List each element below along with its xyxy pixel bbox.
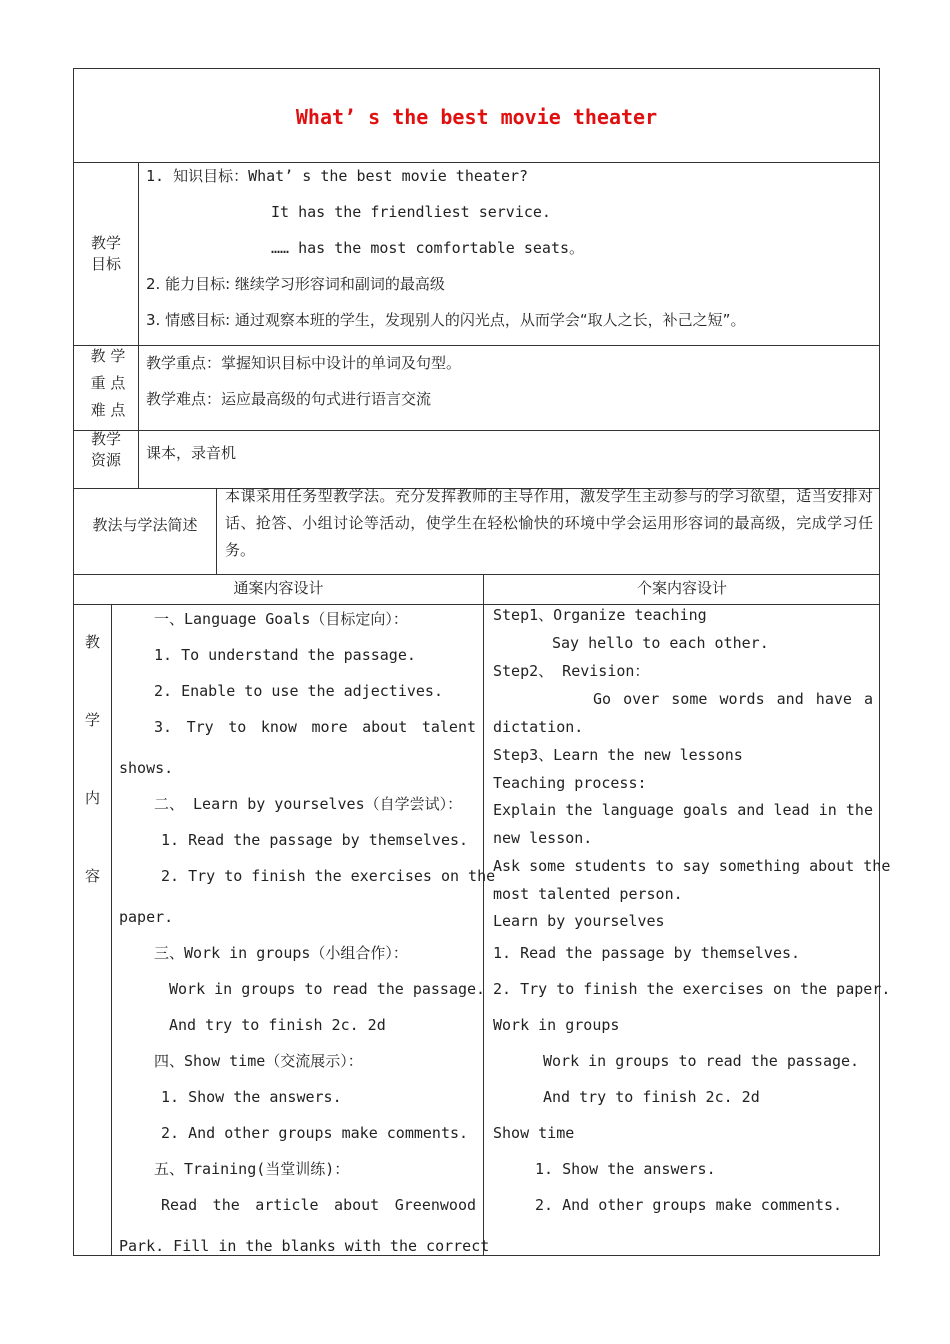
objective-knowledge: 1. 知识目标：What’ s the best movie theater? [146,167,529,185]
individual-step: Say hello to each other. [552,634,769,652]
common-step: paper. [119,908,174,926]
common-step: 2. Enable to use the adjectives. [154,682,443,700]
objective-example: …… has the most comfortable seats。 [271,239,585,257]
common-design-header: 通案内容设计 [233,579,324,597]
page-title: What’ s the best movie theater [295,105,658,129]
label-column-divider [138,162,139,488]
individual-step: dictation. [493,718,584,736]
individual-step: Step1、Organize teaching [493,606,707,624]
row-divider [74,604,879,605]
individual-step: new lesson. [493,829,593,847]
individual-step: Learn by yourselves [493,912,665,930]
common-step: 2. Try to finish the exercises on the [161,867,496,885]
common-step: Read the article about Greenwood [161,1196,476,1214]
individual-step: Explain the language goals and lead in the [493,801,873,819]
common-step: Work in groups to read the passage. [169,980,486,998]
objective-ability: 2. 能力目标: 继续学习形容词和副词的最高级 [146,275,445,293]
lesson-plan-table [73,68,891,1256]
individual-design-header: 个案内容设计 [636,579,727,597]
teaching-focus: 教学重点：掌握知识目标中设计的单词及句型。 [146,354,462,372]
common-step: 1. Read the passage by themselves. [161,831,469,849]
individual-step: 1. Read the passage by themselves. [493,944,801,962]
label-column-divider [216,488,217,574]
individual-step: Ask some students to say something about the [493,857,891,875]
label-line: 资源 [90,451,121,469]
common-step: Park. Fill in the blanks with the correct [119,1237,490,1255]
center-column-divider [483,574,484,1256]
content-label [74,603,111,915]
common-step: 1. Show the answers. [161,1088,342,1106]
row-divider [74,162,879,163]
common-step: 3. Try to know more about talent [154,718,476,736]
common-step: 三、Work in groups（小组合作）： [154,944,408,962]
label-line: 教学 [90,430,121,448]
individual-step: Show time [493,1124,575,1142]
individual-step: Work in groups [493,1016,620,1034]
objective-emotion: 3. 情感目标: 通过观察本班的学生，发现别人的闪光点，从而学会“取人之长，补己之短”。 [146,311,746,329]
individual-step: 2. And other groups make comments. [535,1196,843,1214]
individual-step: Go over some words and have a [593,690,873,708]
teaching-difficulty: 教学难点：运应最高级的句式进行语言交流 [146,390,432,408]
common-step: 四、Show time（交流展示）： [154,1052,363,1070]
row-divider [74,430,879,431]
methods-label: 教法与学法简述 [92,516,198,534]
individual-step: Work in groups to read the passage. [543,1052,860,1070]
individual-step: 1. Show the answers. [535,1160,716,1178]
individual-step: And try to finish 2c. 2d [543,1088,760,1106]
individual-step: Step3、Learn the new lessons [493,746,743,764]
individual-step: Step2、 Revision： [493,662,650,680]
label-line: 目标 [90,255,121,273]
individual-step: Teaching process: [493,774,647,792]
resources-label [74,429,138,471]
key-points-label [82,343,134,424]
objective-example: It has the friendliest service. [271,203,551,221]
content-label-divider [111,604,112,1256]
label-char: 内 [84,789,100,807]
label-line: 重 点 [90,374,126,392]
label-line: 教学 [90,234,121,252]
row-divider [74,345,879,346]
common-step: 2. And other groups make comments. [161,1124,469,1142]
label-line: 教 学 [90,347,126,365]
label-line: 难 点 [90,401,126,419]
methods-text: 本课采用任务型教学法。充分发挥教师的主导作用，激发学生主动参与的学习欲望，适当安排对话、抢答、小组讨论等活动，使学生在轻松愉快的环境中学会运用形容词的最高级，完成学习任务。 [225,487,873,559]
individual-step: 2. Try to finish the exercises on the paper. [493,980,891,998]
individual-step: most talented person. [493,885,683,903]
label-char: 学 [84,711,100,729]
label-char: 教 [84,633,100,651]
resources-value: 课本，录音机 [146,444,237,462]
common-step: shows. [119,759,174,777]
common-step: 二、 Learn by yourselves（自学尝试）： [154,795,463,813]
objectives-label [74,233,138,275]
common-step: And try to finish 2c. 2d [169,1016,386,1034]
common-step: 五、Training(当堂训练)： [154,1160,350,1178]
common-step: 一、Language Goals（目标定向）： [154,610,408,628]
label-char: 容 [84,867,100,885]
common-step: 1. To understand the passage. [154,646,416,664]
